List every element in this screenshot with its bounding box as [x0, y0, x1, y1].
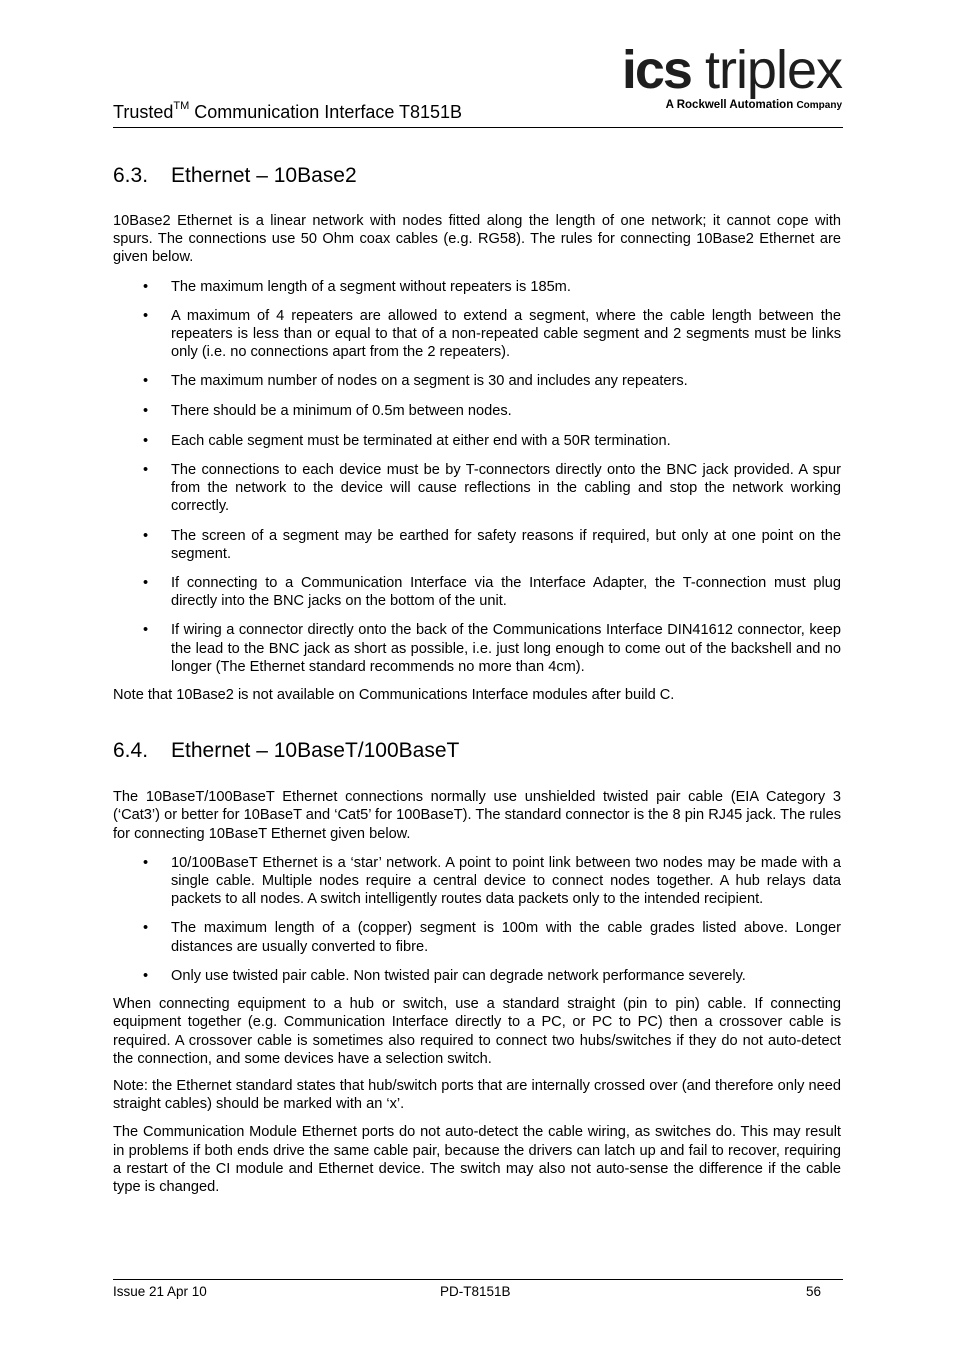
bullet: •	[143, 402, 149, 419]
bullet: •	[143, 278, 149, 295]
bullet: •	[143, 307, 149, 324]
list-item-text: The maximum number of nodes on a segment is 30 and includes any repeaters.	[171, 373, 688, 390]
trademark-sup: TM	[173, 100, 190, 112]
list-item	[113, 307, 841, 362]
section-title: Ethernet – 10Base2	[171, 164, 357, 187]
list-item-text: Each cable segment must be terminated at either end with a 50R termination.	[171, 432, 671, 449]
title-module: Communication Interface T8151B	[189, 102, 463, 122]
footer-doc-number: PD-T8151B	[440, 1284, 511, 1299]
title-product: Trusted	[113, 102, 174, 122]
bullet-list-10base2	[113, 278, 841, 676]
list-item	[113, 278, 841, 296]
list-item-text: If wiring a connector directly onto the back of the Communications Interface DIN41612 connector, keep the lead to the BNC jack as short as possible, i.e. just long enough to come out of the backshell and no longer (The Ethernet standard recommends no more than 4cm).	[171, 622, 841, 675]
list-item	[113, 527, 841, 563]
logo-triplex: triplex	[704, 40, 842, 100]
list-item	[113, 402, 841, 420]
list-item-text: If connecting to a Communication Interface via the Interface Adapter, the T-connection must plug directly into the BNC jacks on the bottom of the unit.	[171, 575, 841, 610]
bullet: •	[143, 373, 149, 390]
company-logo	[607, 40, 842, 113]
list-item	[113, 919, 841, 955]
bullet: •	[143, 575, 149, 592]
logo-ics: ics	[621, 40, 691, 100]
bullet: •	[143, 622, 149, 639]
logo-tagline-company: Company	[796, 100, 842, 111]
paragraph: 10Base2 Ethernet is a linear network with nodes fitted along the length of one network; it cannot cope with spurs. The connections use 50 Ohm coax cables (e.g. RG58). The rules for connecting 10Base2 Ethernet are given below.	[113, 213, 841, 266]
bullet: •	[143, 967, 149, 984]
list-item-text: The maximum length of a segment without repeaters is 185m.	[171, 278, 571, 295]
paragraph: The 10BaseT/100BaseT Ethernet connections normally use unshielded twisted pair cable (EIA Category 3 (‘Cat3’) or better for 10BaseT and ‘Cat5’ for 100BaseT). The standard connector is the 8 pin RJ45 jack. The rules for connecting 10BaseT Ethernet given below.	[113, 789, 841, 842]
list-item-text: There should be a minimum of 0.5m between nodes.	[171, 402, 512, 419]
section-number: 6.4.	[113, 739, 149, 763]
section-title: Ethernet – 10BaseT/100BaseT	[171, 739, 460, 763]
bullet: •	[143, 432, 149, 449]
list-item	[113, 372, 841, 390]
list-item-text: Only use twisted pair cable. Non twisted pair can degrade network performance severely.	[171, 967, 746, 984]
section-heading-6-4	[113, 737, 841, 765]
bullet: •	[143, 462, 149, 479]
page-footer	[113, 1283, 843, 1303]
paragraph: Note that 10Base2 is not available on Communications Interface modules after build C.	[113, 687, 675, 704]
list-item-text: 10/100BaseT Ethernet is a ‘star’ network. A point to point link between two nodes may be made with a single cable. Multiple nodes require a central device to connect nodes together. A hub relays data packets to all nodes. A switch intelligently routes data packets only to the intended recipient.	[171, 854, 841, 908]
list-item	[113, 574, 841, 610]
footer-rule	[113, 1279, 843, 1280]
bullet: •	[143, 527, 149, 544]
header-rule	[113, 127, 843, 128]
bullet: •	[143, 920, 149, 937]
list-item-text: A maximum of 4 repeaters are allowed to extend a segment, where the cable length between the repeaters is less than or equal to that of a non-repeated cable segment and 2 segments must be links only (i.e. no connections apart from the 2 repeaters).	[171, 307, 841, 361]
paragraph: When connecting equipment to a hub or switch, use a standard straight (pin to pin) cable. If connecting equipment together (e.g. Communication Interface directly to a PC, or PC to PC) then a crossover cable is required. A crossover cable is sometimes also required to connect two hubs/switches if they do not auto-detect the connection, and some devices have a selection switch.	[113, 996, 841, 1067]
section-number: 6.3.	[113, 164, 149, 187]
bullet-list-10baset	[113, 854, 841, 985]
list-item-text: The screen of a segment may be earthed for safety reasons if required, but only at one point on the segment.	[171, 527, 841, 562]
list-item-text: The maximum length of a (copper) segment is 100m with the cable grades listed above. Longer distances are usually converted to fibre.	[171, 920, 841, 955]
page-content	[113, 160, 841, 1196]
page-number: 56	[805, 1284, 821, 1299]
logo-tagline: A Rockwell Automation	[665, 99, 794, 111]
paragraph: Note: the Ethernet standard states that hub/switch ports that are internally crossed over (and therefore only need straight cables) should be marked with an ‘x’.	[113, 1077, 841, 1113]
list-item	[113, 621, 841, 676]
paragraph: The Communication Module Ethernet ports do not auto-detect the cable wiring, as switches do. This may result in problems if both ends drive the same cable pair, because the drivers can latch up and fail to recover, requiring a restart of the CI module and Ethernet device. The switch may also not auto-sense the difference if the cable type is changed.	[113, 1124, 841, 1195]
document-title	[113, 100, 462, 124]
footer-issue: Issue 21 Apr 10	[113, 1284, 207, 1299]
list-item	[113, 461, 841, 516]
bullet: •	[143, 854, 149, 871]
list-item-text: The connections to each device must be by T-connectors directly onto the BNC jack provided. A spur from the network to the device will cause reflections in the cabling and stop the network working correctly.	[171, 462, 841, 515]
list-item	[113, 432, 841, 450]
section-heading-6-3	[113, 162, 841, 190]
list-item	[113, 967, 841, 985]
list-item	[113, 854, 841, 909]
